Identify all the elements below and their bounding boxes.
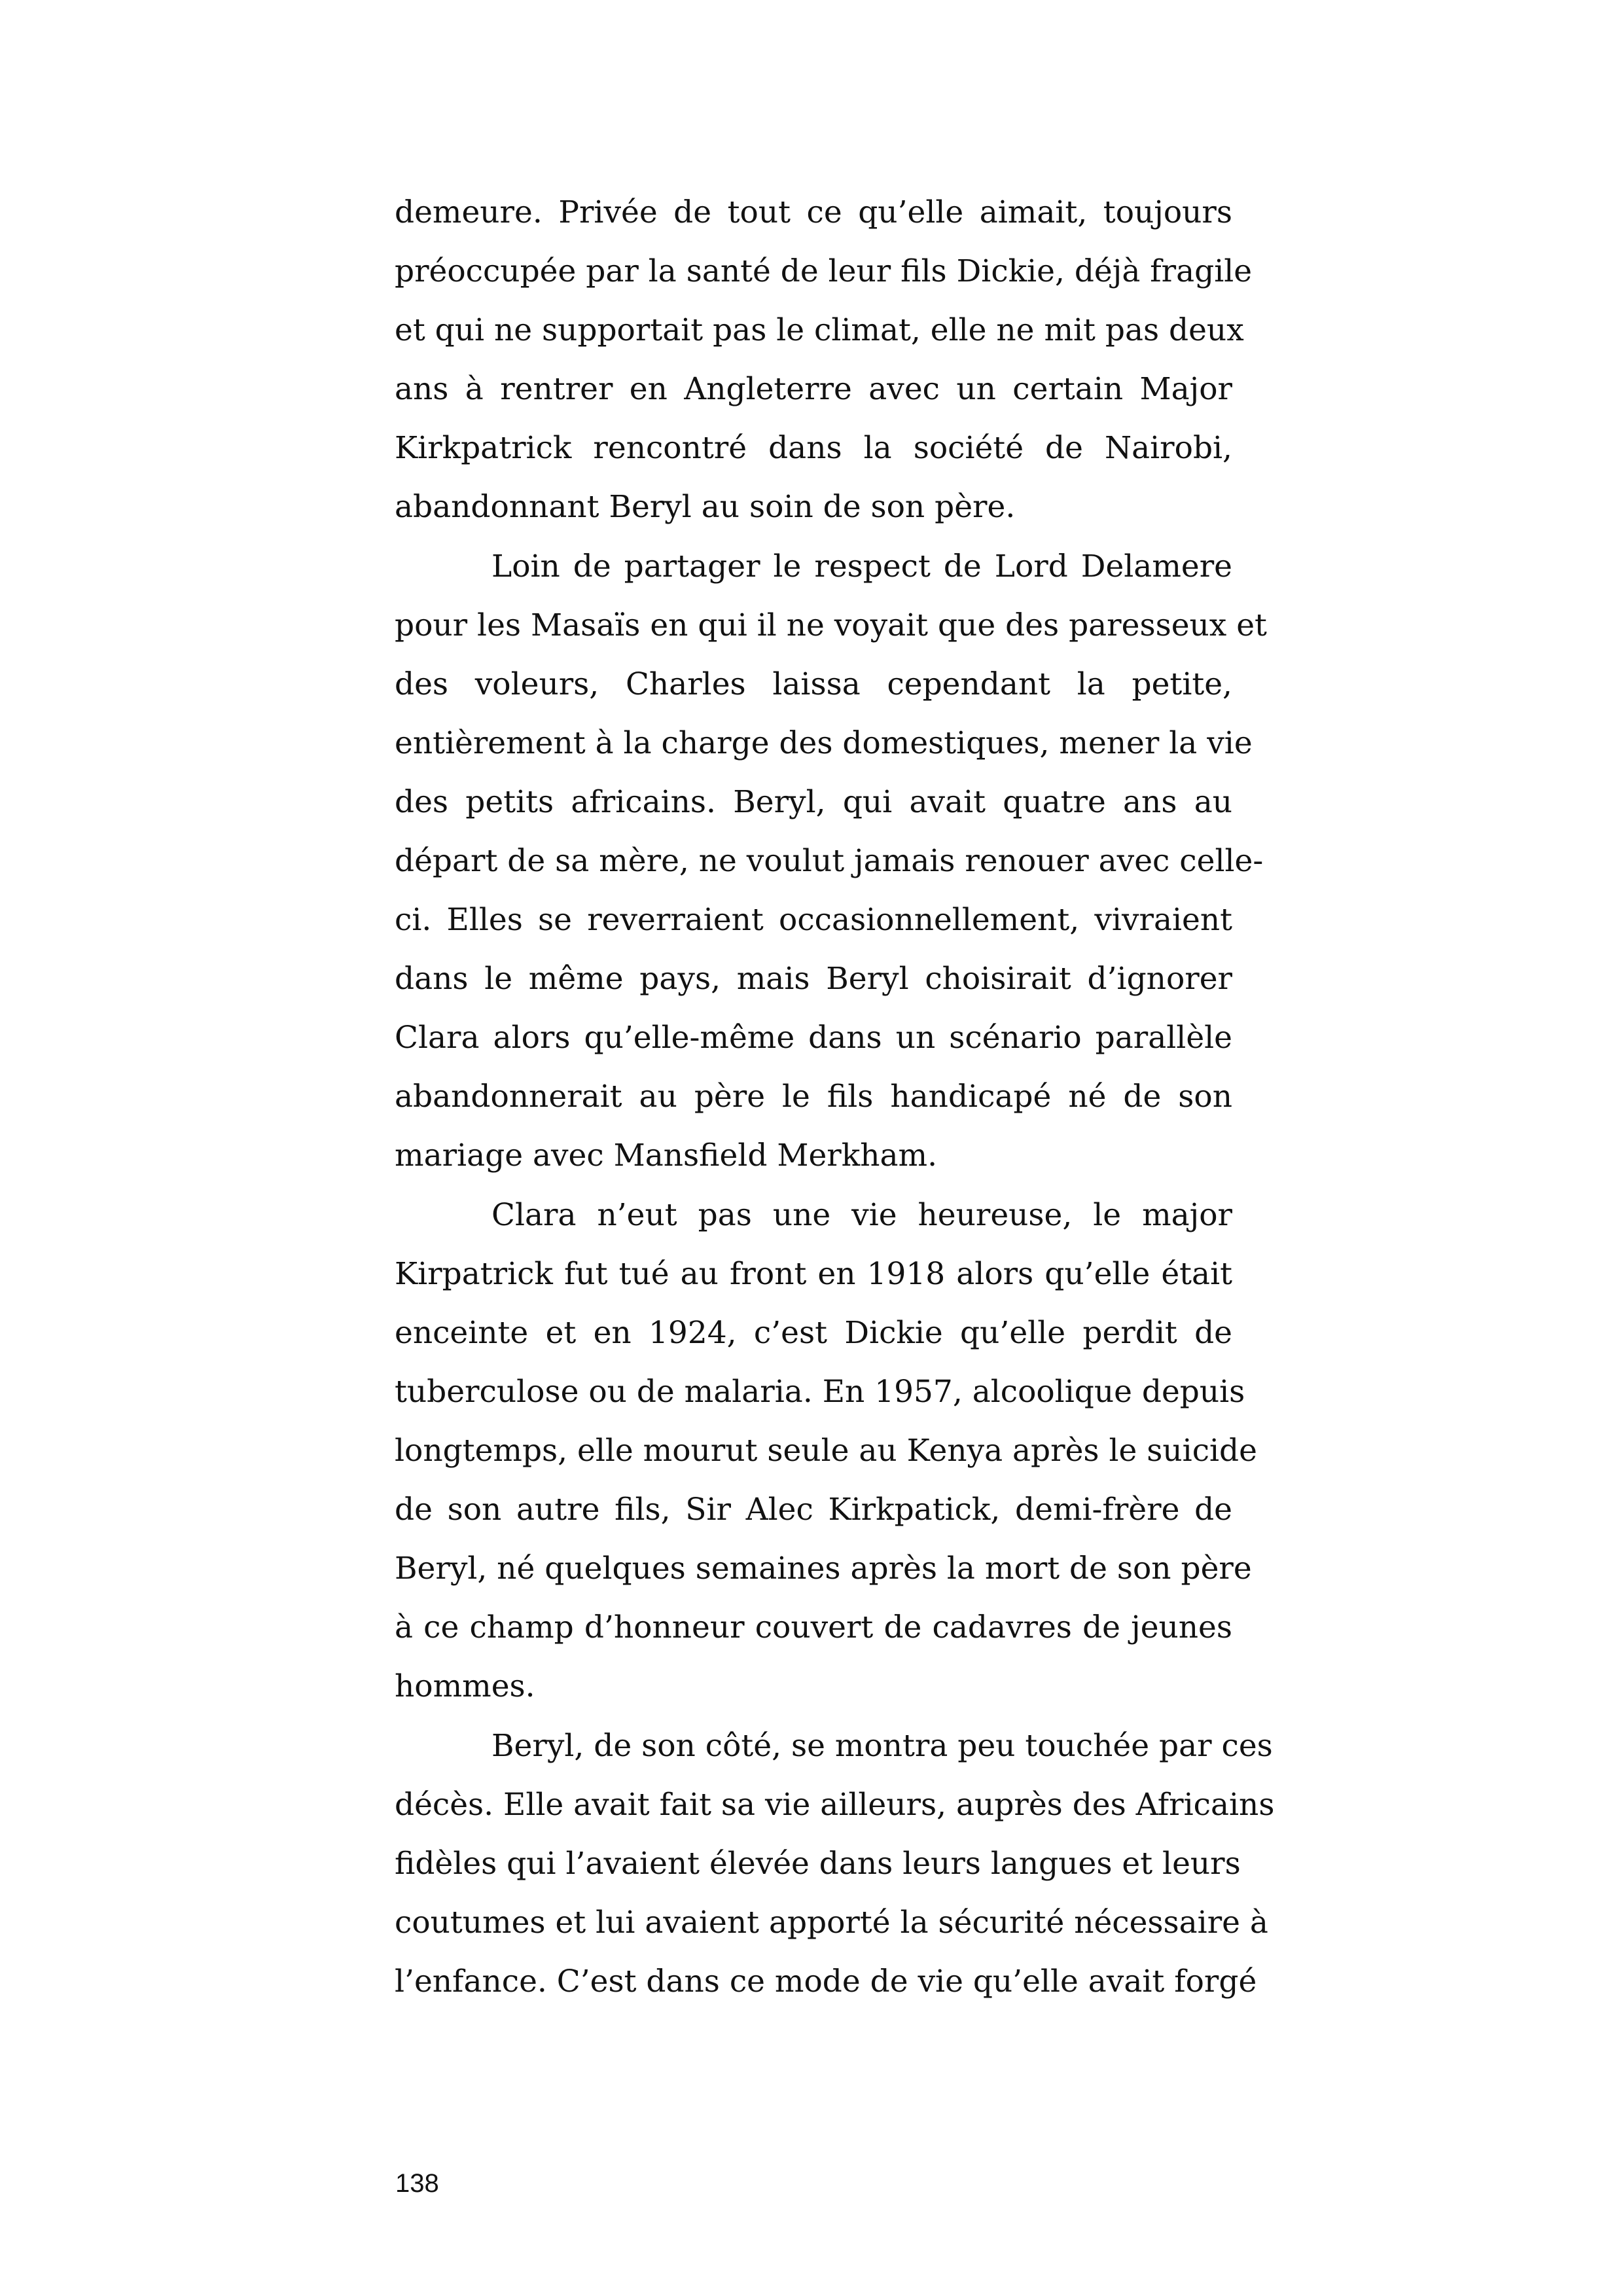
- text-line: des voleurs, Charles laissa cependant la petite,: [395, 666, 1232, 702]
- text-line: Clara n’eut pas une vie heureuse, le major: [491, 1197, 1232, 1233]
- text-line: Kirpatrick fut tué au front en 1918 alors qu’elle était: [395, 1256, 1232, 1292]
- text-line: de son autre fils, Sir Alec Kirkpatick, demi-frère de: [395, 1492, 1232, 1528]
- text-line: enceinte et en 1924, c’est Dickie qu’elle perdit de: [395, 1315, 1232, 1351]
- text-line: longtemps, elle mourut seule au Kenya après le suicide: [395, 1433, 1257, 1469]
- text-line: fidèles qui l’avaient élevée dans leurs langues et leurs: [395, 1846, 1241, 1882]
- text-line: Loin de partager le respect de Lord Delamere: [491, 548, 1232, 584]
- text-line: demeure. Privée de tout ce qu’elle aimait, toujours: [395, 194, 1232, 230]
- text-line: ans à rentrer en Angleterre avec un certain Major: [395, 371, 1232, 407]
- text-line: départ de sa mère, ne voulut jamais renouer avec celle-: [395, 843, 1264, 879]
- paragraph-1: [395, 183, 1253, 537]
- text-line: Beryl, né quelques semaines après la mort de son père: [395, 1551, 1252, 1587]
- text-line: Clara alors qu’elle-même dans un scénario parallèle: [395, 1020, 1232, 1056]
- text-line: hommes.: [395, 1668, 535, 1704]
- text-line: à ce champ d’honneur couvert de cadavres de jeunes: [395, 1609, 1232, 1645]
- text-line: décès. Elle avait fait sa vie ailleurs, auprès des Africains: [395, 1787, 1275, 1823]
- text-line: dans le même pays, mais Beryl choisirait d’ignorer: [395, 961, 1232, 997]
- paragraph-4: [395, 1717, 1275, 2011]
- text-line: l’enfance. C’est dans ce mode de vie qu’elle avait forgé: [395, 1964, 1257, 2000]
- body-text: [395, 183, 1275, 2011]
- text-line: coutumes et lui avaient apporté la sécurité nécessaire à: [395, 1905, 1268, 1941]
- text-line: pour les Masaïs en qui il ne voyait que des paresseux et: [395, 607, 1267, 643]
- text-line: mariage avec Mansfield Merkham.: [395, 1138, 938, 1174]
- page-number: 138: [395, 2169, 439, 2198]
- text-line: des petits africains. Beryl, qui avait quatre ans au: [395, 784, 1232, 820]
- text-line: et qui ne supportait pas le climat, elle ne mit pas deux: [395, 312, 1244, 348]
- paragraph-2: [395, 537, 1267, 1185]
- text-line: préoccupée par la santé de leur fils Dickie, déjà fragile: [395, 253, 1253, 289]
- text-line: abandonnerait au père le fils handicapé né de son: [395, 1079, 1232, 1115]
- text-line: tuberculose ou de malaria. En 1957, alcoolique depuis: [395, 1374, 1245, 1410]
- text-line: abandonnant Beryl au soin de son père.: [395, 489, 1016, 525]
- text-line: ci. Elles se reverraient occasionnellement, vivraient: [395, 902, 1232, 938]
- text-line: Beryl, de son côté, se montra peu touchée par ces: [491, 1728, 1273, 1764]
- paragraph-3: [395, 1186, 1257, 1716]
- text-line: entièrement à la charge des domestiques, mener la vie: [395, 725, 1253, 761]
- text-line: Kirkpatrick rencontré dans la société de Nairobi,: [395, 430, 1232, 466]
